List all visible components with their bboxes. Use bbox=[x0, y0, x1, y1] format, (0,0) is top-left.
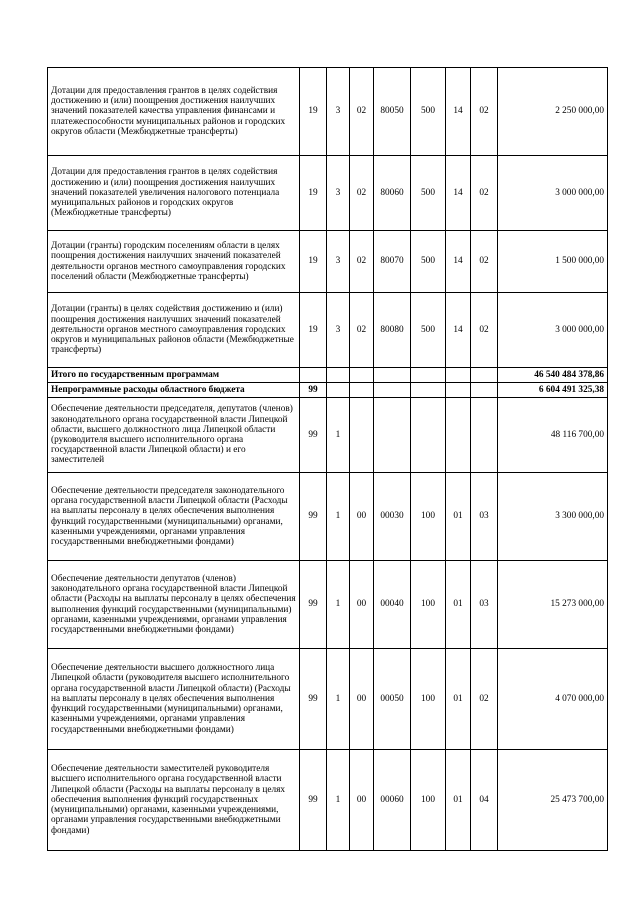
cell-c5 bbox=[411, 368, 446, 383]
cell-c7: 03 bbox=[471, 473, 498, 561]
cell-c4 bbox=[374, 368, 411, 383]
cell-amount: 4 070 000,00 bbox=[498, 649, 608, 750]
cell-c3: 02 bbox=[350, 293, 374, 368]
cell-c1: 19 bbox=[300, 68, 327, 156]
cell-c6: 14 bbox=[446, 68, 471, 156]
cell-c6 bbox=[446, 368, 471, 383]
cell-c6: 14 bbox=[446, 293, 471, 368]
cell-c4: 00060 bbox=[374, 750, 411, 851]
cell-c6: 01 bbox=[446, 473, 471, 561]
cell-c6: 14 bbox=[446, 231, 471, 293]
cell-c1: 19 bbox=[300, 293, 327, 368]
cell-amount: 46 540 484 378,86 bbox=[498, 368, 608, 383]
cell-amount: 3 000 000,00 bbox=[498, 156, 608, 231]
cell-c3 bbox=[350, 398, 374, 473]
cell-c4: 80050 bbox=[374, 68, 411, 156]
cell-c2: 1 bbox=[327, 398, 350, 473]
cell-c5: 100 bbox=[411, 561, 446, 649]
cell-c1: 19 bbox=[300, 231, 327, 293]
cell-amount: 1 500 000,00 bbox=[498, 231, 608, 293]
cell-c4: 00050 bbox=[374, 649, 411, 750]
cell-c7: 02 bbox=[471, 156, 498, 231]
cell-c1: 99 bbox=[300, 649, 327, 750]
cell-c1: 99 bbox=[300, 473, 327, 561]
cell-c7: 02 bbox=[471, 649, 498, 750]
cell-c7 bbox=[471, 383, 498, 398]
cell-desc: Дотации (гранты) городским поселениям области в целях поощрения достижения наилучших значений показателей деятельности органов местного самоуправления городских поселений области (Межбюджетные трансферты) bbox=[48, 231, 300, 293]
cell-c1 bbox=[300, 368, 327, 383]
table-row bbox=[48, 398, 608, 473]
budget-table bbox=[47, 67, 608, 851]
cell-desc: Дотации для предоставления грантов в целях содействия достижению и (или) поощрения достижения наилучших значений показателей качества управления финансами и платежеспособности муниципальных районов и городских округов области (Межбюджетные трансферты) bbox=[48, 68, 300, 156]
cell-c7 bbox=[471, 398, 498, 473]
cell-c3 bbox=[350, 368, 374, 383]
cell-c7: 02 bbox=[471, 68, 498, 156]
cell-c4: 00040 bbox=[374, 561, 411, 649]
cell-c1: 99 bbox=[300, 383, 327, 398]
cell-c6 bbox=[446, 383, 471, 398]
cell-desc: Обеспечение деятельности высшего должностного лица Липецкой области (руководителя высшего исполнительного органа государственной власти Липецкой области) (Расходы на выплаты персоналу в целях обеспечения выполнения функций государственными (муниципальными) органами, казенными учреждениями, органами управления государственными внебюджетными фондами) bbox=[48, 649, 300, 750]
cell-c2: 1 bbox=[327, 649, 350, 750]
cell-c3: 00 bbox=[350, 473, 374, 561]
cell-amount: 3 300 000,00 bbox=[498, 473, 608, 561]
cell-c5: 500 bbox=[411, 231, 446, 293]
cell-c1: 99 bbox=[300, 398, 327, 473]
cell-desc: Обеспечение деятельности председателя законодательного органа государственной власти Липецкой области (Расходы на выплаты персоналу в целях обеспечения выполнения функций государственными (муниципальными) органами, казенными учреждениями, органами управления государственными внебюджетными фондами) bbox=[48, 473, 300, 561]
cell-c7: 04 bbox=[471, 750, 498, 851]
cell-c1: 99 bbox=[300, 561, 327, 649]
cell-c7 bbox=[471, 368, 498, 383]
cell-c2 bbox=[327, 368, 350, 383]
cell-desc: Дотации (гранты) в целях содействия достижению и (или) поощрения достижения наилучших значений показателей деятельности органов местного самоуправления городских округов и муниципальных районов области (Межбюджетные трансферты) bbox=[48, 293, 300, 368]
cell-c5: 500 bbox=[411, 293, 446, 368]
cell-c6: 14 bbox=[446, 156, 471, 231]
cell-c7: 02 bbox=[471, 231, 498, 293]
cell-desc: Дотации для предоставления грантов в целях содействия достижению и (или) поощрения достижения наилучших значений показателей увеличения налогового потенциала муниципальных районов и городских округов (Межбюджетные трансферты) bbox=[48, 156, 300, 231]
cell-c5: 500 bbox=[411, 156, 446, 231]
cell-c2: 3 bbox=[327, 156, 350, 231]
cell-c1: 99 bbox=[300, 750, 327, 851]
cell-c3: 02 bbox=[350, 68, 374, 156]
table-row bbox=[48, 473, 608, 561]
cell-c4: 80080 bbox=[374, 293, 411, 368]
cell-c1: 19 bbox=[300, 156, 327, 231]
cell-c5: 100 bbox=[411, 750, 446, 851]
cell-c3: 02 bbox=[350, 156, 374, 231]
cell-c6: 01 bbox=[446, 750, 471, 851]
table-row bbox=[48, 368, 608, 383]
table-row bbox=[48, 649, 608, 750]
cell-c7: 02 bbox=[471, 293, 498, 368]
cell-c7: 03 bbox=[471, 561, 498, 649]
table-row bbox=[48, 231, 608, 293]
table-row bbox=[48, 750, 608, 851]
cell-amount: 25 473 700,00 bbox=[498, 750, 608, 851]
cell-c2: 3 bbox=[327, 68, 350, 156]
cell-c6 bbox=[446, 398, 471, 473]
cell-c2: 1 bbox=[327, 750, 350, 851]
cell-amount: 6 604 491 325,38 bbox=[498, 383, 608, 398]
cell-c3 bbox=[350, 383, 374, 398]
cell-c3: 00 bbox=[350, 649, 374, 750]
cell-c5 bbox=[411, 398, 446, 473]
cell-c2: 3 bbox=[327, 293, 350, 368]
cell-c5 bbox=[411, 383, 446, 398]
cell-c2: 1 bbox=[327, 561, 350, 649]
cell-desc: Непрограммные расходы областного бюджета bbox=[48, 383, 300, 398]
cell-c6: 01 bbox=[446, 561, 471, 649]
cell-c4: 80060 bbox=[374, 156, 411, 231]
cell-c4 bbox=[374, 383, 411, 398]
cell-c5: 100 bbox=[411, 649, 446, 750]
cell-c2: 1 bbox=[327, 473, 350, 561]
cell-amount: 15 273 000,00 bbox=[498, 561, 608, 649]
cell-c2: 3 bbox=[327, 231, 350, 293]
cell-c3: 02 bbox=[350, 231, 374, 293]
cell-c4 bbox=[374, 398, 411, 473]
table-row bbox=[48, 68, 608, 156]
cell-c2 bbox=[327, 383, 350, 398]
cell-c4: 80070 bbox=[374, 231, 411, 293]
cell-amount: 2 250 000,00 bbox=[498, 68, 608, 156]
cell-c6: 01 bbox=[446, 649, 471, 750]
cell-amount: 48 116 700,00 bbox=[498, 398, 608, 473]
cell-desc: Итого по государственным программам bbox=[48, 368, 300, 383]
table-body bbox=[48, 68, 608, 851]
table-row bbox=[48, 156, 608, 231]
cell-c5: 500 bbox=[411, 68, 446, 156]
table-row bbox=[48, 383, 608, 398]
cell-c3: 00 bbox=[350, 750, 374, 851]
cell-amount: 3 000 000,00 bbox=[498, 293, 608, 368]
cell-desc: Обеспечение деятельности председателя, депутатов (членов) законодательного органа государственной власти Липецкой области, высшего должностного лица Липецкой области (руководителя высшего исполнительного органа государственной власти Липецкой области) и его заместителей bbox=[48, 398, 300, 473]
table-row bbox=[48, 293, 608, 368]
cell-desc: Обеспечение деятельности заместителей руководителя высшего исполнительного органа государственной власти Липецкой области (Расходы на выплаты персоналу в целях обеспечения выполнения функций государственных (муниципальными) органами, казенными учреждениями, органами управления государственными внебюджетными фондами) bbox=[48, 750, 300, 851]
cell-desc: Обеспечение деятельности депутатов (членов) законодательного органа государственной власти Липецкой области (Расходы на выплаты персоналу в целях обеспечения выполнения функций государственными (муниципальными) органами, казенными учреждениями, органами управления государственными внебюджетными фондами) bbox=[48, 561, 300, 649]
table-row bbox=[48, 561, 608, 649]
cell-c3: 00 bbox=[350, 561, 374, 649]
cell-c4: 00030 bbox=[374, 473, 411, 561]
cell-c5: 100 bbox=[411, 473, 446, 561]
